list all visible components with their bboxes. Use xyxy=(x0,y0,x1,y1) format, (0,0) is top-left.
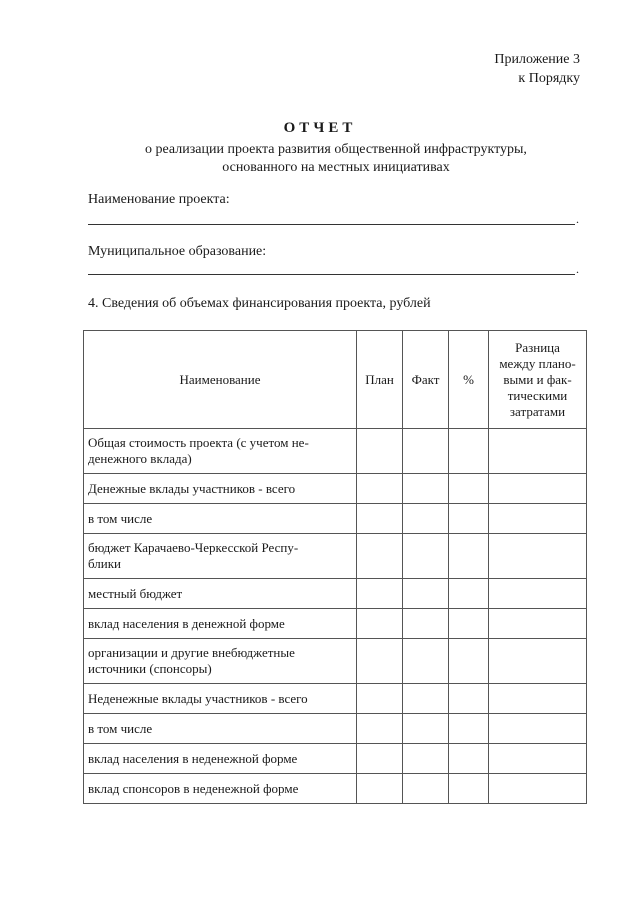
header-difference xyxy=(489,331,587,429)
table-row xyxy=(84,744,587,774)
table-row xyxy=(84,474,587,504)
cell-percent xyxy=(449,714,489,744)
cell-plan xyxy=(357,639,403,684)
row-name-line-1: бюджет Карачаево-Черкесской Респу- xyxy=(88,540,299,555)
cell-difference xyxy=(489,639,587,684)
row-name xyxy=(84,474,357,504)
row-name-line-1: Неденежные вклады участников - всего xyxy=(88,690,308,706)
cell-fact xyxy=(403,504,449,534)
table-row xyxy=(84,684,587,714)
cell-plan xyxy=(357,474,403,504)
header-diff-line-1: Разница xyxy=(515,339,560,355)
appendix-line-2: к Порядку xyxy=(518,71,580,86)
table-row xyxy=(84,639,587,684)
row-name xyxy=(84,609,357,639)
cell-fact xyxy=(403,429,449,474)
table-row xyxy=(84,714,587,744)
subtitle-line-1: о реализации проекта развития общественной инфраструктуры, xyxy=(145,142,527,157)
cell-plan xyxy=(357,579,403,609)
cell-fact xyxy=(403,579,449,609)
row-name xyxy=(84,744,357,774)
cell-difference xyxy=(489,609,587,639)
cell-percent xyxy=(449,504,489,534)
row-name xyxy=(84,639,357,684)
cell-difference xyxy=(489,774,587,804)
cell-fact xyxy=(403,474,449,504)
project-name-label: Наименование проекта: xyxy=(88,192,230,207)
cell-percent xyxy=(449,534,489,579)
municipality-line-end: . xyxy=(576,262,579,276)
header-plan: План xyxy=(357,331,403,429)
project-name-line-end: . xyxy=(576,212,579,226)
row-name-line-1: вклад спонсоров в неденежной форме xyxy=(88,780,299,796)
header-diff-line-5: затратами xyxy=(509,403,566,419)
cell-fact xyxy=(403,744,449,774)
appendix-reference xyxy=(494,50,580,88)
cell-fact xyxy=(403,774,449,804)
section-title: 4. Сведения об объемах финансирования проекта, рублей xyxy=(88,296,431,311)
header-fact: Факт xyxy=(403,331,449,429)
row-name xyxy=(84,534,357,579)
cell-percent xyxy=(449,684,489,714)
cell-fact xyxy=(403,609,449,639)
row-name-line-2: денежного вклада) xyxy=(88,451,192,466)
cell-fact xyxy=(403,534,449,579)
row-name xyxy=(84,684,357,714)
row-name xyxy=(84,579,357,609)
header-percent: % xyxy=(449,331,489,429)
cell-difference xyxy=(489,474,587,504)
cell-difference xyxy=(489,534,587,579)
row-name-line-1: вклад населения в денежной форме xyxy=(88,615,285,631)
row-name xyxy=(84,504,357,534)
row-name xyxy=(84,429,357,474)
table-row xyxy=(84,609,587,639)
cell-percent xyxy=(449,474,489,504)
table-row xyxy=(84,429,587,474)
table-row xyxy=(84,504,587,534)
cell-plan xyxy=(357,774,403,804)
cell-fact xyxy=(403,639,449,684)
table-row xyxy=(84,774,587,804)
cell-fact xyxy=(403,684,449,714)
municipality-label: Муниципальное образование: xyxy=(88,244,267,259)
project-name-line xyxy=(88,224,575,225)
cell-plan xyxy=(357,714,403,744)
table-header-row xyxy=(84,331,587,429)
appendix-line-1: Приложение 3 xyxy=(494,52,580,67)
cell-plan xyxy=(357,534,403,579)
row-name-line-1: организации и другие внебюджетные xyxy=(88,645,295,660)
cell-plan xyxy=(357,744,403,774)
cell-difference xyxy=(489,579,587,609)
cell-percent xyxy=(449,609,489,639)
row-name-line-1: в том числе xyxy=(88,720,153,736)
row-name xyxy=(84,774,357,804)
header-diff-line-2: между плано- xyxy=(499,355,576,371)
cell-difference xyxy=(489,504,587,534)
row-name-line-1: Денежные вклады участников - всего xyxy=(88,480,296,496)
table-row xyxy=(84,579,587,609)
cell-difference xyxy=(489,684,587,714)
header-name: Наименование xyxy=(84,331,357,429)
row-name-line-2: блики xyxy=(88,556,122,571)
cell-difference xyxy=(489,744,587,774)
cell-plan xyxy=(357,609,403,639)
cell-percent xyxy=(449,774,489,804)
row-name-line-1: вклад населения в неденежной форме xyxy=(88,750,298,766)
row-name-line-1: Общая стоимость проекта (с учетом не- xyxy=(88,435,309,450)
cell-plan xyxy=(357,504,403,534)
header-diff-line-3: выми и фак- xyxy=(503,371,572,387)
row-name-line-1: местный бюджет xyxy=(88,585,183,601)
financing-table xyxy=(83,330,587,804)
cell-plan xyxy=(357,684,403,714)
cell-difference xyxy=(489,714,587,744)
row-name-line-2: источники (спонсоры) xyxy=(88,661,212,676)
cell-plan xyxy=(357,429,403,474)
cell-percent xyxy=(449,579,489,609)
cell-percent xyxy=(449,744,489,774)
row-name xyxy=(84,714,357,744)
table-row xyxy=(84,534,587,579)
subtitle-line-2: основанного на местных инициативах xyxy=(222,160,450,175)
cell-percent xyxy=(449,429,489,474)
cell-percent xyxy=(449,639,489,684)
row-name-line-1: в том числе xyxy=(88,510,153,526)
report-title: ОТЧЕТ xyxy=(283,120,357,136)
report-subtitle xyxy=(0,141,640,177)
header-diff-line-4: тическими xyxy=(507,387,568,403)
cell-fact xyxy=(403,714,449,744)
municipality-line xyxy=(88,274,575,275)
cell-difference xyxy=(489,429,587,474)
